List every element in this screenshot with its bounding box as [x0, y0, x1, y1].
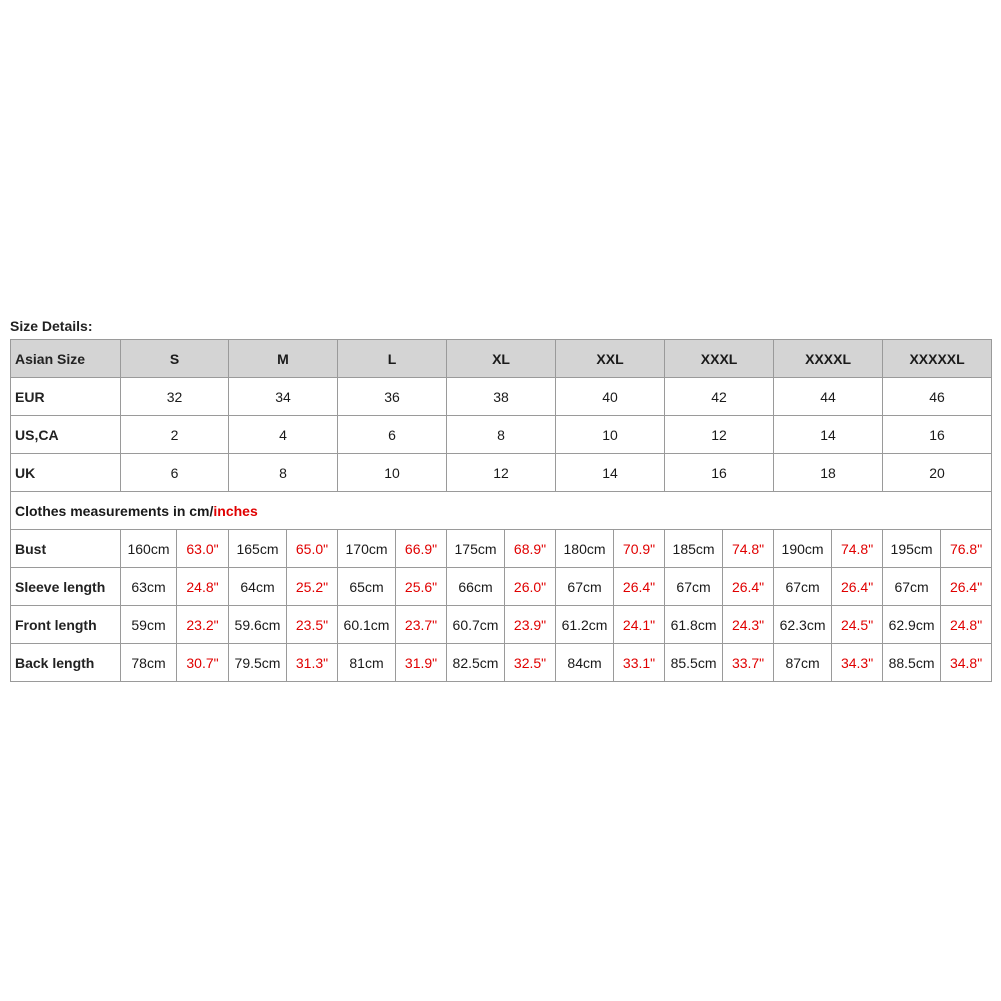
measurement-cm: 67cm	[556, 568, 614, 606]
measurement-inch: 24.8"	[177, 568, 229, 606]
measurement-inch: 24.3"	[723, 606, 774, 644]
measurement-cm: 67cm	[883, 568, 941, 606]
conversion-value: 20	[883, 454, 992, 492]
measurement-cm: 60.7cm	[447, 606, 505, 644]
measurement-inch: 24.8"	[941, 606, 992, 644]
size-header-cell: L	[338, 340, 447, 378]
measurement-inch: 66.9"	[396, 530, 447, 568]
conversion-row	[11, 378, 992, 416]
size-header-row	[11, 340, 992, 378]
measurement-inch: 26.4"	[614, 568, 665, 606]
measurement-cm: 59.6cm	[229, 606, 287, 644]
measurement-inch: 25.2"	[287, 568, 338, 606]
measurement-cm: 85.5cm	[665, 644, 723, 682]
measurement-cm: 67cm	[774, 568, 832, 606]
conversion-value: 14	[774, 416, 883, 454]
size-header-cell: M	[229, 340, 338, 378]
measurement-cm: 195cm	[883, 530, 941, 568]
conversion-value: 40	[556, 378, 665, 416]
size-header-label: Asian Size	[11, 340, 121, 378]
measurement-inch: 26.4"	[941, 568, 992, 606]
conversion-row	[11, 454, 992, 492]
measurement-cm: 170cm	[338, 530, 396, 568]
measurement-inch: 74.8"	[723, 530, 774, 568]
measurement-cm: 61.2cm	[556, 606, 614, 644]
measurement-label: Front length	[11, 606, 121, 644]
conversion-value: 18	[774, 454, 883, 492]
measurement-inch: 32.5"	[505, 644, 556, 682]
measurement-row	[11, 530, 992, 568]
measurement-section-row	[11, 492, 992, 530]
measurement-inch: 23.2"	[177, 606, 229, 644]
measurement-inch: 23.7"	[396, 606, 447, 644]
conversion-value: 2	[121, 416, 229, 454]
measurement-cm: 165cm	[229, 530, 287, 568]
measurement-cm: 78cm	[121, 644, 177, 682]
measurement-cm: 84cm	[556, 644, 614, 682]
measurement-cm: 185cm	[665, 530, 723, 568]
conversion-value: 44	[774, 378, 883, 416]
conversion-value: 10	[338, 454, 447, 492]
conversion-value: 12	[447, 454, 556, 492]
conversion-value: 8	[229, 454, 338, 492]
measurement-inch: 33.7"	[723, 644, 774, 682]
measurement-cm: 61.8cm	[665, 606, 723, 644]
measurement-section-heading	[11, 492, 992, 530]
measurement-inch: 26.0"	[505, 568, 556, 606]
measurement-cm: 60.1cm	[338, 606, 396, 644]
measurement-inch: 25.6"	[396, 568, 447, 606]
measurement-cm: 87cm	[774, 644, 832, 682]
conversion-value: 42	[665, 378, 774, 416]
measurement-cm: 82.5cm	[447, 644, 505, 682]
size-header-cell: XL	[447, 340, 556, 378]
measurement-row	[11, 606, 992, 644]
measurement-inch: 76.8"	[941, 530, 992, 568]
measurement-inch: 26.4"	[723, 568, 774, 606]
conversion-value: 6	[121, 454, 229, 492]
measurement-row	[11, 568, 992, 606]
measurement-cm: 64cm	[229, 568, 287, 606]
measurement-cm: 81cm	[338, 644, 396, 682]
size-header-cell: XXXL	[665, 340, 774, 378]
conversion-value: 46	[883, 378, 992, 416]
conversion-label: EUR	[11, 378, 121, 416]
measurement-cm: 62.3cm	[774, 606, 832, 644]
measurement-cm: 175cm	[447, 530, 505, 568]
conversion-value: 34	[229, 378, 338, 416]
size-header-cell: XXXXXL	[883, 340, 992, 378]
conversion-value: 14	[556, 454, 665, 492]
measurement-cm: 190cm	[774, 530, 832, 568]
section-prefix: Clothes measurements in cm/	[15, 502, 214, 519]
measurement-label: Bust	[11, 530, 121, 568]
measurement-cm: 59cm	[121, 606, 177, 644]
conversion-value: 32	[121, 378, 229, 416]
measurement-inch: 33.1"	[614, 644, 665, 682]
conversion-value: 6	[338, 416, 447, 454]
conversion-value: 36	[338, 378, 447, 416]
size-header-cell: XXXXL	[774, 340, 883, 378]
conversion-value: 16	[883, 416, 992, 454]
measurement-label: Back length	[11, 644, 121, 682]
measurement-inch: 34.3"	[832, 644, 883, 682]
measurement-cm: 66cm	[447, 568, 505, 606]
measurement-cm: 79.5cm	[229, 644, 287, 682]
measurement-inch: 74.8"	[832, 530, 883, 568]
measurement-inch: 31.3"	[287, 644, 338, 682]
measurement-cm: 67cm	[665, 568, 723, 606]
measurement-inch: 65.0"	[287, 530, 338, 568]
conversion-row	[11, 416, 992, 454]
section-inches: inches	[213, 502, 258, 519]
size-chart-table	[10, 339, 992, 682]
measurement-cm: 65cm	[338, 568, 396, 606]
measurement-inch: 34.8"	[941, 644, 992, 682]
page-title: Size Details:	[10, 318, 93, 334]
measurement-inch: 31.9"	[396, 644, 447, 682]
measurement-cm: 63cm	[121, 568, 177, 606]
measurement-inch: 23.9"	[505, 606, 556, 644]
conversion-label: UK	[11, 454, 121, 492]
measurement-inch: 24.1"	[614, 606, 665, 644]
measurement-inch: 24.5"	[832, 606, 883, 644]
measurement-inch: 63.0"	[177, 530, 229, 568]
measurement-inch: 30.7"	[177, 644, 229, 682]
measurement-inch: 68.9"	[505, 530, 556, 568]
conversion-value: 38	[447, 378, 556, 416]
measurement-cm: 62.9cm	[883, 606, 941, 644]
conversion-value: 8	[447, 416, 556, 454]
conversion-value: 10	[556, 416, 665, 454]
conversion-value: 12	[665, 416, 774, 454]
measurement-cm: 160cm	[121, 530, 177, 568]
measurement-cm: 180cm	[556, 530, 614, 568]
measurement-row	[11, 644, 992, 682]
measurement-inch: 70.9"	[614, 530, 665, 568]
conversion-value: 4	[229, 416, 338, 454]
measurement-inch: 26.4"	[832, 568, 883, 606]
measurement-label: Sleeve length	[11, 568, 121, 606]
conversion-label: US,CA	[11, 416, 121, 454]
conversion-value: 16	[665, 454, 774, 492]
measurement-inch: 23.5"	[287, 606, 338, 644]
size-header-cell: S	[121, 340, 229, 378]
measurement-cm: 88.5cm	[883, 644, 941, 682]
size-header-cell: XXL	[556, 340, 665, 378]
